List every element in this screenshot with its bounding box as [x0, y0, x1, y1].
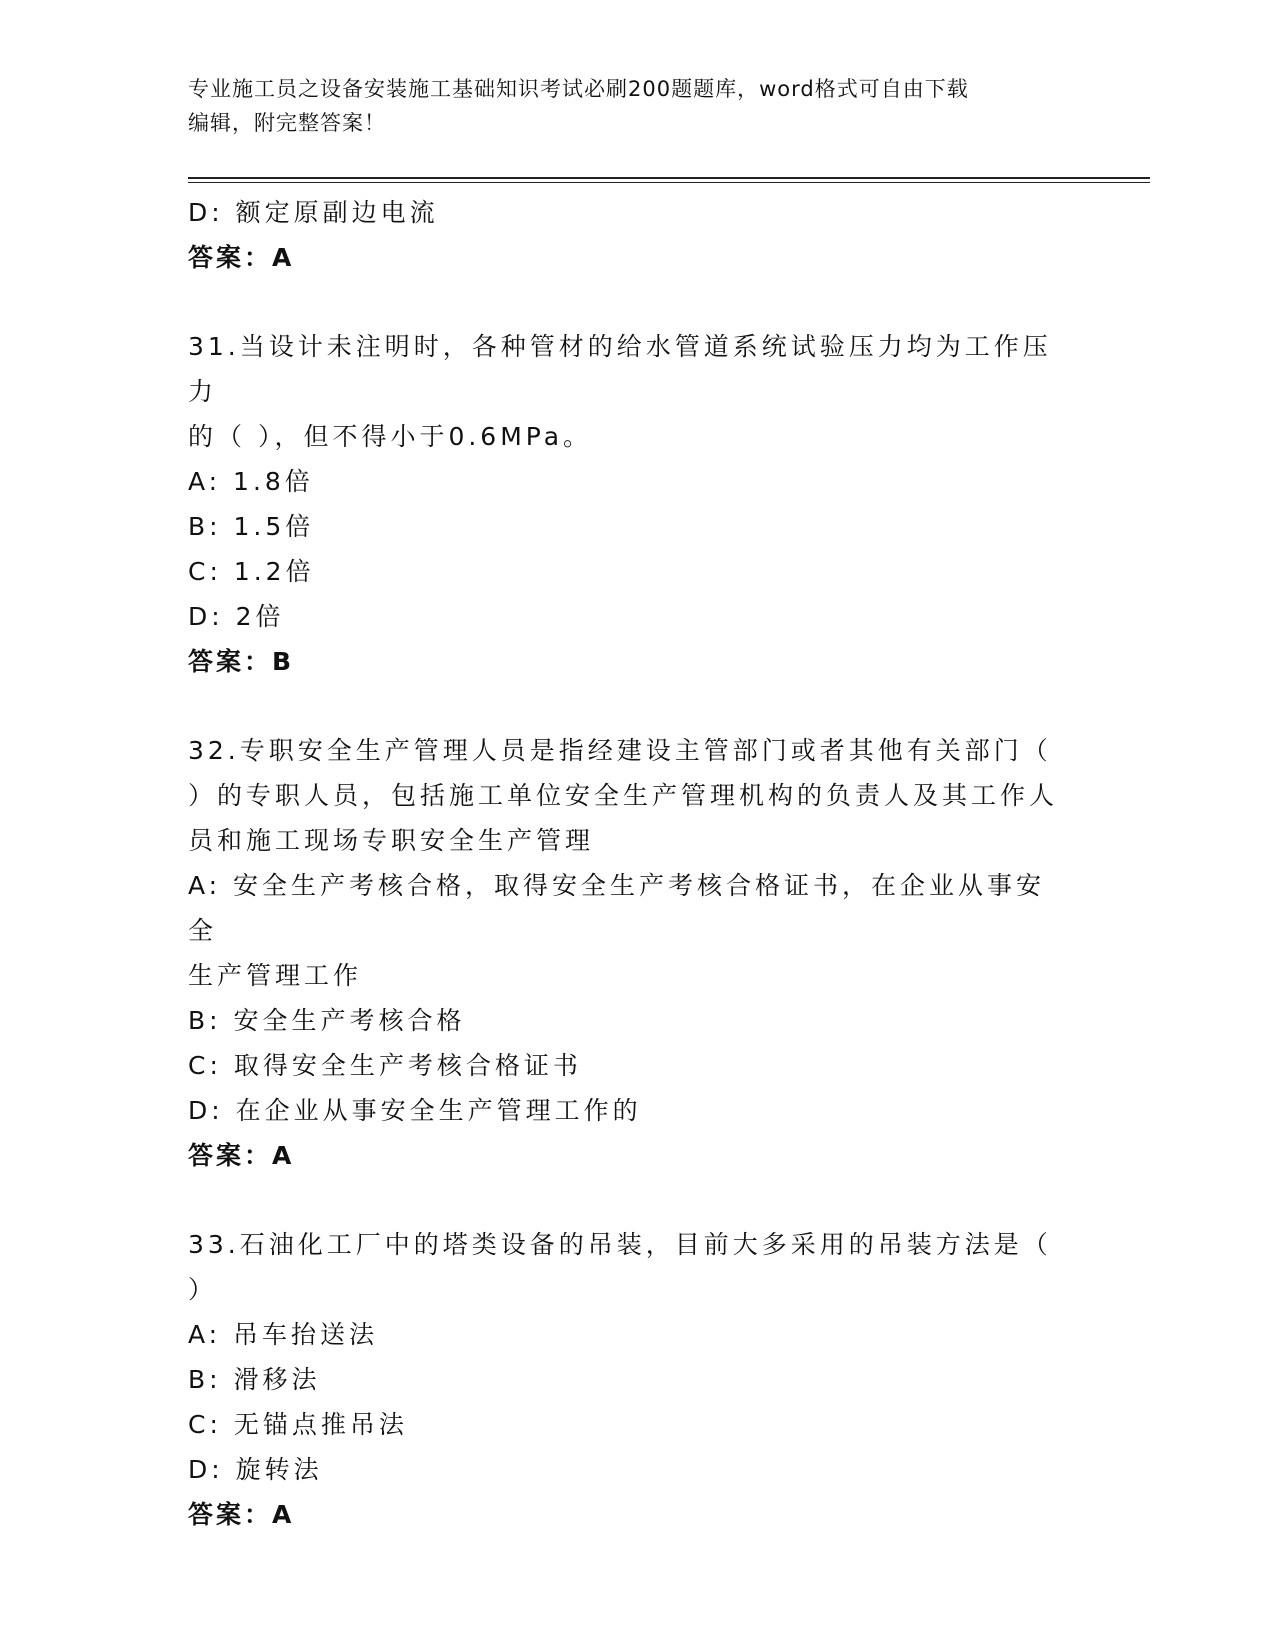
question-text: ）的专职人员，包括施工单位安全生产管理机构的负责人及其工作人 — [188, 781, 1059, 810]
header-title-line-2: 编辑，附完整答案！ — [188, 111, 386, 135]
question-text: ） — [188, 1275, 218, 1304]
option-c: C: 取得安全生产考核合格证书 — [188, 1051, 582, 1080]
question-text: 31.当设计未注明时，各种管材的给水管道系统试验压力均为工作压力 — [188, 332, 1052, 406]
option-c: C: 1.2倍 — [188, 557, 315, 586]
question-text: 33.石油化工厂中的塔类设备的吊装，目前大多采用的吊装方法是（ — [188, 1230, 1052, 1259]
header-rule-thick — [188, 177, 1150, 179]
question-text: 员和施工现场专职安全生产管理 — [188, 826, 595, 855]
option-d: D: 额定原副边电流 — [188, 198, 439, 227]
question-33 — [188, 1222, 1068, 1537]
header-rule-thin — [188, 182, 1150, 183]
option-b: B: 滑移法 — [188, 1365, 321, 1394]
option-a: A: 吊车抬送法 — [188, 1320, 379, 1349]
answer-line: 答案：B — [188, 647, 295, 676]
answer-line: 答案：A — [188, 1141, 295, 1170]
carryover-block — [188, 190, 1068, 280]
option-b: B: 1.5倍 — [188, 512, 315, 541]
option-d: D: 2倍 — [188, 602, 285, 631]
question-text: 的（ ），但不得小于0.6MPa。 — [188, 422, 593, 451]
option-b: B: 安全生产考核合格 — [188, 1006, 466, 1035]
option-c: C: 无锚点推吊法 — [188, 1410, 408, 1439]
question-content — [188, 190, 1068, 1537]
option-a-continued: 生产管理工作 — [188, 961, 363, 990]
question-32 — [188, 728, 1068, 1178]
option-d: D: 在企业从事安全生产管理工作的 — [188, 1096, 642, 1125]
question-31 — [188, 324, 1068, 684]
header-title-line-1: 专业施工员之设备安装施工基础知识考试必刷200题题库，word格式可自由下载 — [188, 77, 969, 101]
answer-line: 答案：A — [188, 1500, 295, 1529]
option-a: A: 安全生产考核合格，取得安全生产考核合格证书，在企业从事安全 — [188, 871, 1046, 945]
option-d: D: 旋转法 — [188, 1455, 323, 1484]
option-a: A: 1.8倍 — [188, 467, 314, 496]
answer-line: 答案：A — [188, 243, 295, 272]
question-text: 32.专职安全生产管理人员是指经建设主管部门或者其他有关部门（ — [188, 736, 1052, 765]
document-header — [188, 72, 1068, 140]
